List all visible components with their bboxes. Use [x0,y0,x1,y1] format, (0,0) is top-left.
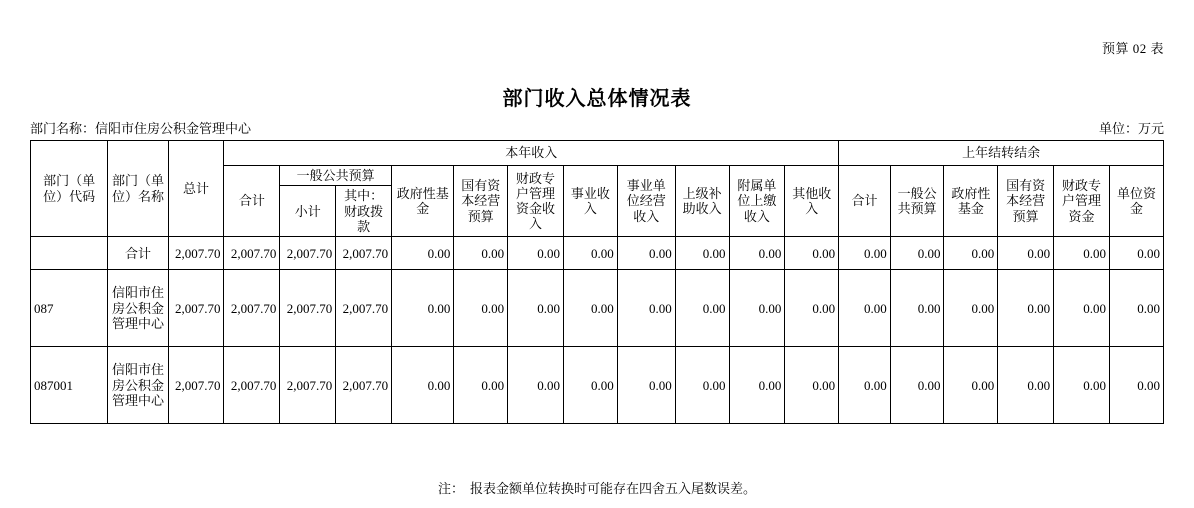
th-carry-total: 合计 [839,166,891,237]
cell-year-affiliate-remit: 0.00 [729,347,785,424]
cell-carry-special-account: 0.00 [1054,347,1110,424]
cell-year-general-sub: 2,007.70 [280,347,336,424]
th-total: 总计 [168,141,224,237]
cell-carry-soe-capital: 0.00 [998,347,1054,424]
table-body [31,237,1164,424]
th-year-soe-capital: 国有资本经营预算 [454,166,508,237]
th-year-affiliate-remit: 附属单位上缴收入 [729,166,785,237]
cell-carry-unit-fund: 0.00 [1109,237,1163,270]
cell-year-other: 0.00 [785,270,839,347]
cell-year-affiliate-remit: 0.00 [729,270,785,347]
th-year-general-budget: 一般公共预算 [280,166,392,186]
table-row [31,237,1164,270]
department-name [30,118,251,137]
cell-carry-gov-fund: 0.00 [944,347,998,424]
th-year-gov-fund: 政府性基金 [392,166,454,237]
cell-year-total: 2,007.70 [224,347,280,424]
cell-year-superior-subsidy: 0.00 [675,347,729,424]
cell-dept-name: 合计 [108,237,168,270]
th-carry-gov-fund: 政府性基金 [944,166,998,237]
th-year-total: 合计 [224,166,280,237]
cell-year-general-sub: 2,007.70 [280,237,336,270]
cell-carry-general-budget: 0.00 [890,270,944,347]
th-carry-special-account: 财政专户管理资金 [1054,166,1110,237]
cell-carry-unit-fund: 0.00 [1109,270,1163,347]
th-year-business-unit: 事业单位经营收入 [617,166,675,237]
cell-carry-total: 0.00 [839,270,891,347]
table-row [31,347,1164,424]
cell-dept-code: 087 [31,270,108,347]
th-year-general-fin: 其中：财政拨款 [336,186,392,237]
cell-dept-code: 087001 [31,347,108,424]
th-year-business: 事业收入 [564,166,618,237]
th-year-special-account: 财政专户管理资金收入 [508,166,564,237]
cell-carry-unit-fund: 0.00 [1109,347,1163,424]
cell-year-general-sub: 2,007.70 [280,270,336,347]
cell-year-business-unit: 0.00 [617,270,675,347]
cell-dept-name: 信阳市住房公积金管理中心 [108,347,168,424]
meta-row [30,118,1164,137]
cell-carry-gov-fund: 0.00 [944,270,998,347]
table-row [31,270,1164,347]
income-summary-table [30,140,1164,424]
th-dept-name: 部门（单位）名称 [108,141,168,237]
cell-year-gov-fund: 0.00 [392,270,454,347]
cell-year-special-account: 0.00 [508,270,564,347]
th-carry-general-budget: 一般公共预算 [890,166,944,237]
cell-year-general-fin: 2,007.70 [336,347,392,424]
cell-year-other: 0.00 [785,347,839,424]
th-group-year-income: 本年收入 [224,141,839,166]
cell-year-general-fin: 2,007.70 [336,270,392,347]
cell-dept-name: 信阳市住房公积金管理中心 [108,270,168,347]
cell-carry-special-account: 0.00 [1054,270,1110,347]
cell-year-general-fin: 2,007.70 [336,237,392,270]
cell-total: 2,007.70 [168,270,224,347]
th-dept-code: 部门（单位）代码 [31,141,108,237]
cell-year-business: 0.00 [564,270,618,347]
cell-year-business: 0.00 [564,347,618,424]
footnote-label: 注： [437,481,464,496]
department-label: 部门名称： [30,121,96,136]
cell-year-gov-fund: 0.00 [392,237,454,270]
form-code: 预算 02 表 [1101,41,1164,56]
table-header [31,141,1164,237]
cell-year-gov-fund: 0.00 [392,347,454,424]
cell-carry-general-budget: 0.00 [890,347,944,424]
th-carry-unit-fund: 单位资金 [1109,166,1163,237]
cell-carry-soe-capital: 0.00 [998,237,1054,270]
footnote-text: 报表金额单位转换时可能存在四舍五入尾数误差。 [470,481,757,496]
cell-year-total: 2,007.70 [224,270,280,347]
cell-carry-total: 0.00 [839,237,891,270]
th-group-carryover: 上年结转结余 [839,141,1164,166]
department-value: 信阳市住房公积金管理中心 [95,121,252,136]
unit-label: 单位：万元 [1098,121,1164,136]
cell-carry-soe-capital: 0.00 [998,270,1054,347]
cell-year-business-unit: 0.00 [617,237,675,270]
cell-dept-code [31,237,108,270]
cell-year-superior-subsidy: 0.00 [675,270,729,347]
cell-carry-general-budget: 0.00 [890,237,944,270]
cell-year-other: 0.00 [785,237,839,270]
th-year-general-sub: 小计 [280,186,336,237]
header-row-group [31,141,1164,166]
cell-carry-total: 0.00 [839,347,891,424]
cell-year-soe-capital: 0.00 [454,237,508,270]
cell-year-special-account: 0.00 [508,347,564,424]
cell-year-soe-capital: 0.00 [454,347,508,424]
cell-year-total: 2,007.70 [224,237,280,270]
footnote [30,478,1164,497]
th-year-superior-subsidy: 上级补助收入 [675,166,729,237]
cell-year-business-unit: 0.00 [617,347,675,424]
cell-total: 2,007.70 [168,347,224,424]
cell-year-business: 0.00 [564,237,618,270]
cell-total: 2,007.70 [168,237,224,270]
cell-year-special-account: 0.00 [508,237,564,270]
cell-carry-special-account: 0.00 [1054,237,1110,270]
th-carry-soe-capital: 国有资本经营预算 [998,166,1054,237]
cell-year-soe-capital: 0.00 [454,270,508,347]
cell-year-superior-subsidy: 0.00 [675,237,729,270]
cell-carry-gov-fund: 0.00 [944,237,998,270]
th-year-other: 其他收入 [785,166,839,237]
cell-year-affiliate-remit: 0.00 [729,237,785,270]
page-title: 部门收入总体情况表 [502,88,692,110]
